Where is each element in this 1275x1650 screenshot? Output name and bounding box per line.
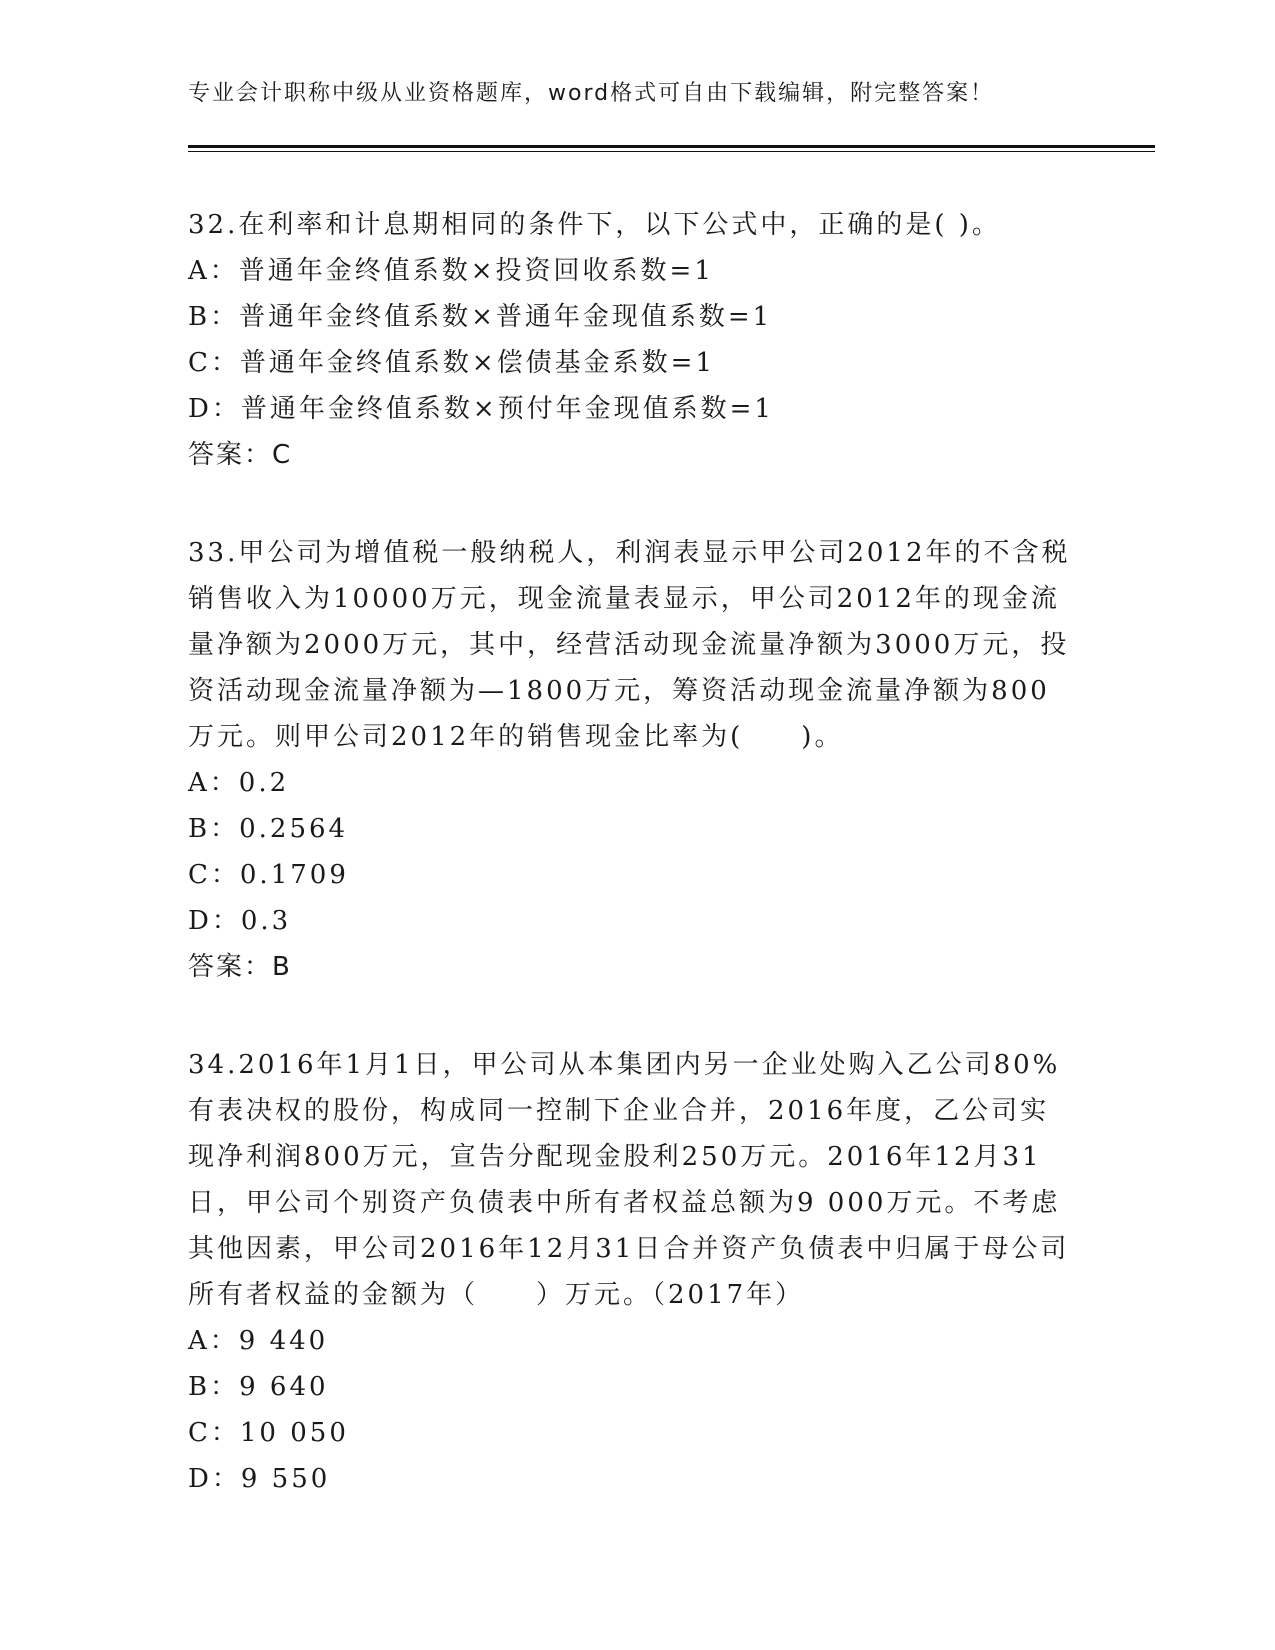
option-b: B：0.2564 (188, 814, 349, 844)
question-list (188, 202, 1078, 1502)
option-d: D：0.3 (188, 906, 292, 936)
page-header: 专业会计职称中级从业资格题库，word格式可自由下载编辑，附完整答案！ (188, 81, 995, 106)
answer: 答案：B (188, 952, 292, 982)
question-32 (188, 202, 1078, 478)
question-stem: 34.2016年1月1日，甲公司从本集团内另一企业处购入乙公司80%有表决权的股份，构成同一控制下企业合并，2016年度，乙公司实现净利润800万元，宣告分配现金股利250万元。2016年12月31日，甲公司个别资产负债表中所有者权益总额为9 000万元。不考虑其他因素，甲公司2016年12月31日合并资产负债表中归属于母公司所有者权益的金额为（ ）万元。（2017年） (188, 1050, 1070, 1310)
option-a: A：普通年金终值系数×投资回收系数=1 (188, 256, 714, 286)
option-c: C：0.1709 (188, 860, 349, 890)
question-stem: 33.甲公司为增值税一般纳税人，利润表显示甲公司2012年的不含税销售收入为10000万元，现金流量表显示，甲公司2012年的现金流量净额为2000万元，其中，经营活动现金流量净额为3000万元，投资活动现金流量净额为—1800万元，筹资活动现金流量净额为800万元。则甲公司2012年的销售现金比率为( )。 (188, 538, 1071, 752)
option-b: B：9 640 (188, 1372, 329, 1402)
question-stem: 32.在利率和计息期相同的条件下，以下公式中，正确的是( )。 (188, 210, 1001, 240)
question-33 (188, 530, 1078, 990)
option-d: D：普通年金终值系数×预付年金现值系数=1 (188, 394, 774, 424)
option-c: C：10 050 (188, 1418, 349, 1448)
option-c: C：普通年金终值系数×偿债基金系数=1 (188, 348, 716, 378)
option-a: A：0.2 (188, 768, 290, 798)
question-34 (188, 1042, 1078, 1502)
header-rule (188, 145, 1155, 148)
header-rule-thin (188, 151, 1155, 152)
option-d: D：9 550 (188, 1464, 331, 1494)
option-b: B：普通年金终值系数×普通年金现值系数=1 (188, 302, 773, 332)
option-a: A：9 440 (188, 1326, 329, 1356)
answer: 答案：C (188, 440, 293, 470)
